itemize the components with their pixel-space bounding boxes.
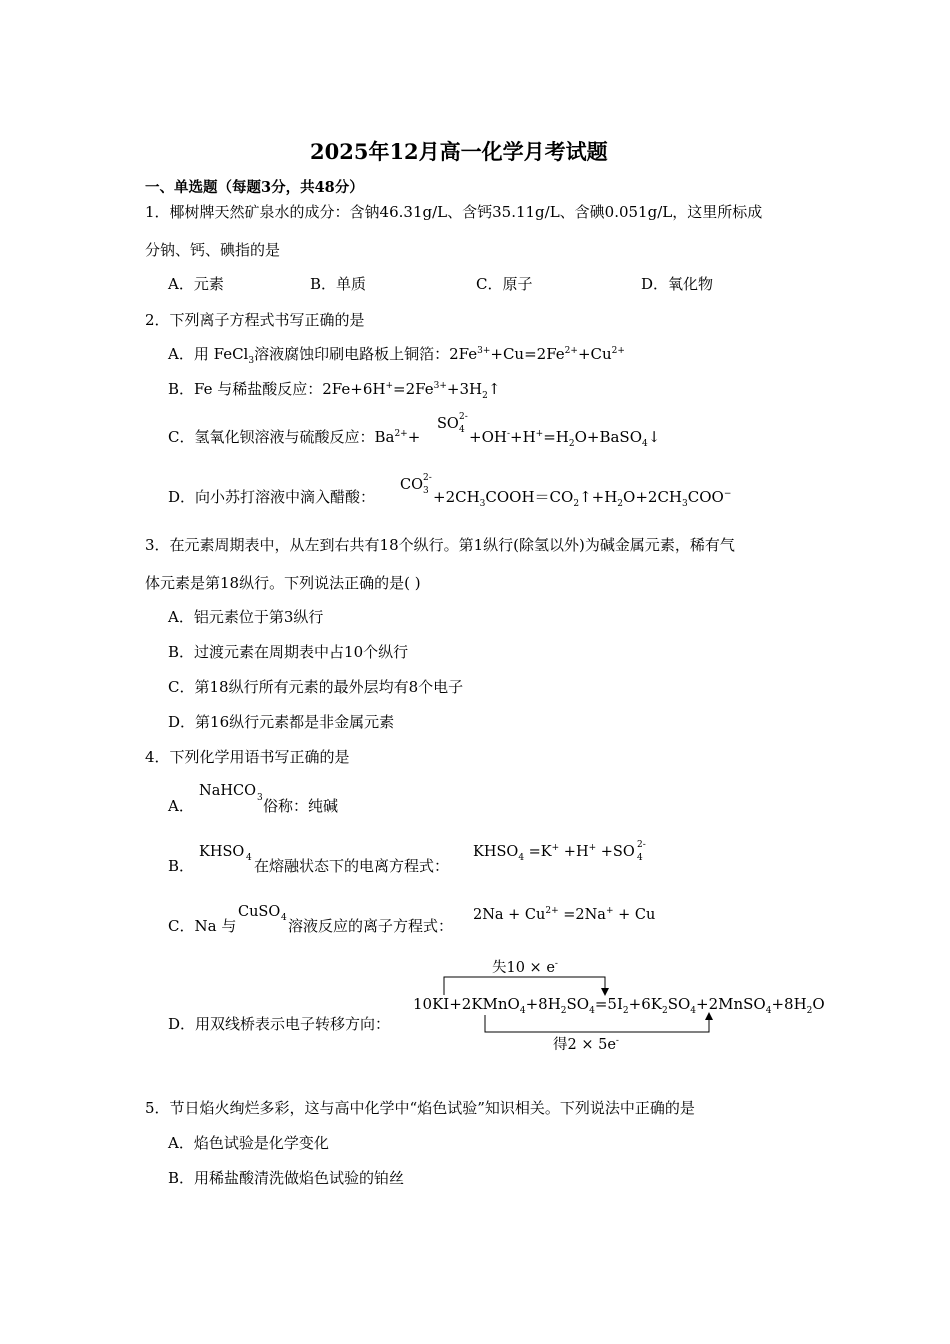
q2-d-text-2: COOH＝CO [485,488,574,506]
q4-b-eq-sulfate-sub: 4 [637,853,643,863]
q4-option-c-label: C．Na 与 [168,917,237,935]
gain-arrow-head [705,1012,713,1020]
q2-c-sulfate-sub: 4 [459,425,465,435]
q2-d-text-1: +2CH [433,488,480,506]
loss-bridge-line [444,977,605,995]
q4-option-a-text: 俗称：纯碱 [263,797,339,815]
q2-b-sup-1: + [385,381,394,391]
q2-a-sub: 3 [248,356,255,366]
q4-c-eq-sup-2: + [605,906,614,917]
q2-c-sup-3: + [535,429,544,439]
q3-option-a: A．铝元素位于第3纵行 [168,608,324,626]
q2-c-text-4: =H [543,428,569,446]
q4-d-eq-7: +2MnSO [696,995,766,1013]
q2-c-text-5: O+BaSO [574,428,642,446]
q2-d-sub-1: 3 [479,499,486,509]
q4-d-eq-sub-3: 4 [589,1006,595,1016]
page-title: 2025年12月高一化学月考试题 [310,139,608,164]
q1-option-c: C．原子 [476,275,533,293]
q4-b-eq-2: =K [524,844,552,860]
q2-c-plus: + [407,428,421,446]
q4-d-eq-sub-6: 4 [690,1006,696,1016]
q4-b-eq-sulfate-charge: 2- [637,840,646,850]
q4-d-eq-5: +6K [628,995,662,1013]
q2-c-sup-2: - [506,429,510,439]
gain-bridge-line [485,1015,709,1032]
loss-label [492,959,558,977]
gain-label-sup: - [615,1036,619,1047]
q1-option-d: D．氧化物 [641,275,714,293]
q4-b-eq-4: +SO [596,844,635,860]
gain-label-text: 得2 × 5e [553,1037,616,1053]
q2-a-sup-1: 3+ [477,346,491,356]
q4-b-eq-sup-1: + [551,843,560,854]
q4-d-eq-sub-8: 2 [806,1006,813,1016]
q2-b-arrow: ↑ [487,380,501,398]
q2-a-text-4: +Cu [577,345,612,363]
q4-d-eq-3: SO [566,995,590,1013]
q1-option-a: A．元素 [168,275,224,293]
q2-b-text-1: B．Fe 与稀盐酸反应：2Fe+6H [168,380,386,398]
gain-label [553,1036,619,1054]
q4-option-b-text: 在熔融状态下的电离方程式： [254,857,450,875]
q2-c-sub-2: 4 [642,439,648,449]
q4-d-eq-sub-4: 2 [622,1006,629,1016]
q4-option-d-text: D．用双线桥表示电子转移方向： [168,1015,391,1033]
q3-stem-line1: 3．在元素周期表中，从左到右共有18个纵行。第1纵行(除氢以外)为碱金属元素，稀有气 [145,536,735,554]
q4-d-eq-9: O [812,995,825,1013]
q2-d-carbonate-sub: 3 [423,486,429,496]
q2-a-text-2: 溶液腐蚀印刷电路板上铜箔：2Fe [254,345,478,363]
q4-option-a-label: A． [168,797,194,815]
q4-b-eq-sup-2: + [588,843,597,854]
q1-stem-line2: 分钠、钙、碘指的是 [145,241,281,259]
q2-d-minus: − [723,489,732,499]
q4-d-eq-4: =5I [594,995,623,1013]
q2-b-text-3: +3H [446,380,483,398]
q2-b-sub: 2 [482,391,488,401]
q2-d-sub-4: 3 [682,499,688,509]
q4-d-eq-sub-1: 4 [519,1006,526,1016]
loss-label-text: 失10 × e [492,960,555,976]
q1-stem-line1: 1．椰树牌天然矿泉水的成分：含钠46.31g/L、含钙35.11g/L、含碘0.051g/L，这里所标成 [145,203,763,221]
q5-stem: 5．节日焰火绚烂多彩，这与高中化学中“焰色试验”知识相关。下列说法中正确的是 [145,1099,695,1117]
q2-c-text-2: +OH [469,428,507,446]
q4-b-eq-3: +H [559,844,589,860]
q2-d-text-3: ↑+H [579,488,618,506]
q4-d-eq-sub-7: 4 [765,1006,772,1016]
q1-option-b: B．单质 [310,275,367,293]
q4-option-c-text: 溶液反应的离子方程式： [288,917,454,935]
q2-c-so: SO [437,416,459,432]
q4-b-eq-1: KHSO [473,844,519,860]
q2-d-text-4: O+2CH [623,488,682,506]
q2-d-text-5: COO [687,488,724,506]
q4-d-eq-1: 10KI+2KMnO [413,995,520,1013]
section-heading: 一、单选题（每题3分，共48分） [145,179,364,196]
q2-option-d: D．向小苏打溶液中滴入醋酸： [168,488,376,506]
q2-c-text-1: C．氢氧化钡溶液与硫酸反应：Ba [168,428,395,446]
q2-b-sup-2: 3+ [433,381,447,391]
q4-d-eq-6: SO [667,995,691,1013]
q4-c-formula: CuSO [238,904,281,920]
q3-option-b: B．过渡元素在周期表中占10个纵行 [168,643,409,661]
q4-b-eq-sub-1: 4 [518,852,525,863]
q5-option-b: B．用稀盐酸清洗做焰色试验的铂丝 [168,1169,405,1187]
q2-d-carbonate-charge: 2- [423,473,432,483]
q4-d-eq-8: +8H [771,995,807,1013]
q4-a-sub: 3 [257,793,263,803]
q2-a-text-3: +Cu=2Fe [490,345,565,363]
q4-c-eq-1: 2Na + Cu [473,907,546,923]
q2-c-arrow: ↓ [647,428,661,446]
q2-c-sub-1: 2 [568,439,575,449]
q2-c-text-3: +H [510,428,536,446]
q4-b-sub: 4 [246,853,252,863]
q2-b-text-2: =2Fe [393,380,434,398]
q3-stem-line2: 体元素是第18纵行。下列说法正确的是( ) [145,574,421,592]
q4-d-eq-sub-2: 2 [560,1006,567,1016]
q4-d-eq-2: +8H [525,995,561,1013]
q4-b-formula: KHSO [199,844,245,860]
q4-c-sub: 4 [281,913,287,923]
q4-option-b-label: B． [168,857,195,875]
q2-d-sub-2: 2 [573,499,580,509]
q4-c-eq-3: + Cu [613,907,656,923]
q2-stem: 2．下列离子方程式书写正确的是 [145,311,365,329]
q5-option-a: A．焰色试验是化学变化 [168,1134,329,1152]
q3-option-d: D．第16纵行元素都是非金属元素 [168,713,395,731]
q2-d-sub-3: 2 [617,499,624,509]
q2-d-carbonate-formula: CO [400,477,423,493]
q2-a-sup-2: 2+ [564,346,578,356]
q3-option-c: C．第18纵行所有元素的最外层均有8个电子 [168,678,464,696]
q2-a-sup-3: 2+ [611,346,625,356]
q2-c-sulfate-charge: 2- [459,412,468,422]
q4-c-eq-2: =2Na [558,907,606,923]
q4-c-eq-sup-1: 2+ [545,906,559,917]
q2-c-sup-1: 2+ [394,429,408,439]
q2-a-text-1: A．用 FeCl [168,345,249,363]
q4-d-eq-sub-5: 2 [661,1006,668,1016]
q4-a-formula: NaHCO [199,783,256,799]
q4-d-equation [413,995,825,1016]
loss-label-sup: - [554,959,558,970]
q4-stem: 4．下列化学用语书写正确的是 [145,748,350,766]
